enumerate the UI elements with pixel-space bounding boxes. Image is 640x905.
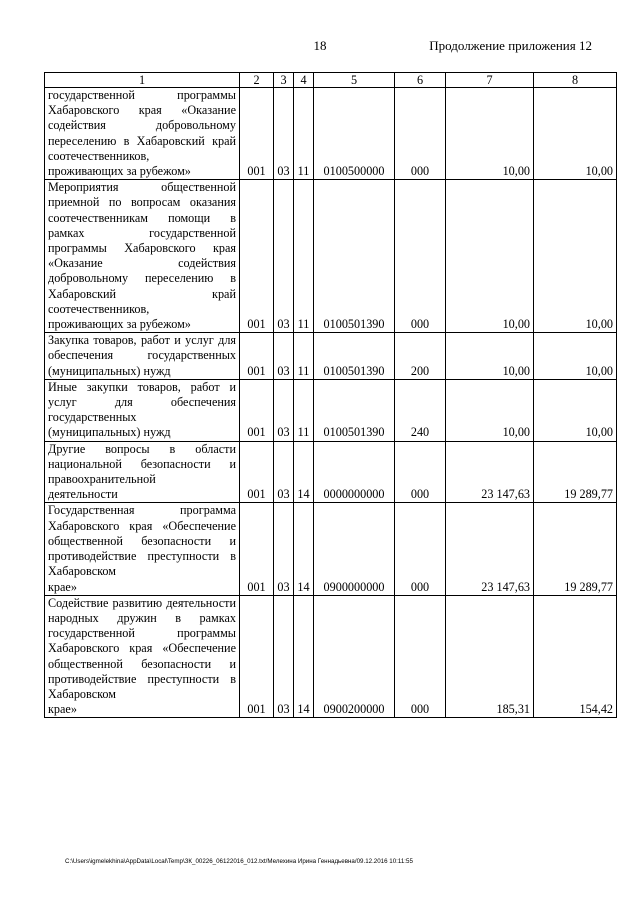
description-line: услуг для обеспечения (48, 333, 237, 363)
page-number: 18 (313, 38, 327, 53)
target-article-code: 0100501390 (314, 379, 395, 441)
column-number-row (45, 73, 617, 88)
subsection-code: 14 (294, 441, 314, 503)
row-description (45, 441, 240, 503)
description-line: противодействие (48, 671, 137, 686)
description-line: Хабаровского края (48, 641, 153, 656)
table-body (45, 73, 617, 718)
description-line: Содействие развитию (48, 595, 163, 610)
column-number: 3 (274, 73, 294, 88)
description-line: деятельности народных (48, 595, 236, 625)
target-article-code: 0100501390 (314, 333, 395, 380)
description-line: «Обеспечение общественной (48, 518, 236, 548)
description-line: проживающих за рубежом» (48, 164, 191, 179)
description-line: помощи в рамках (48, 210, 236, 240)
row-description (45, 180, 240, 333)
description-line: государственной программы (48, 225, 236, 256)
description-line: безопасности и (141, 656, 236, 671)
row-description (45, 379, 240, 441)
description-line: государственных (48, 410, 137, 425)
description-line: содействия добровольному (48, 256, 236, 286)
subsection-code: 14 (294, 503, 314, 595)
description-line: Другие вопросы в области (48, 441, 236, 456)
target-article-code: 0100501390 (314, 180, 395, 333)
description-line: Хабаровского края (48, 518, 153, 533)
section-code: 03 (274, 441, 294, 503)
section-code: 03 (274, 595, 294, 718)
subsection-code: 11 (294, 379, 314, 441)
description-line: переселению в Хабаровский (48, 133, 205, 148)
amount-year-2: 10,00 (534, 88, 617, 180)
column-number: 7 (446, 73, 534, 88)
chapter-code: 001 (240, 595, 274, 718)
subsection-code: 14 (294, 595, 314, 718)
amount-year-1: 23 147,63 (446, 441, 534, 503)
expense-type-code: 200 (395, 333, 446, 380)
description-line: государственной программы (48, 88, 236, 102)
description-line: оказания соотечественникам (48, 195, 236, 225)
amount-year-1: 185,31 (446, 595, 534, 718)
expense-type-code: 240 (395, 379, 446, 441)
column-number: 2 (240, 73, 274, 88)
amount-year-2: 19 289,77 (534, 503, 617, 595)
description-line: (муниципальных) нужд (48, 425, 171, 440)
amount-year-2: 10,00 (534, 379, 617, 441)
description-line: Хабаровского края «Оказание (48, 103, 236, 118)
expense-type-code: 000 (395, 595, 446, 718)
description-line: край соотечественников, (48, 286, 236, 316)
description-line: крае» (48, 702, 77, 717)
chapter-code: 001 (240, 333, 274, 380)
target-article-code: 0900000000 (314, 503, 395, 595)
description-line: приемной по вопросам (48, 195, 181, 210)
expense-type-code: 000 (395, 88, 446, 180)
description-line: край соотечественников, (48, 133, 237, 163)
description-line: (муниципальных) нужд (48, 363, 171, 378)
description-line: Иные закупки товаров, работ (48, 379, 220, 394)
table-row (45, 503, 617, 595)
description-line: крае» (48, 579, 77, 594)
amount-year-1: 10,00 (446, 180, 534, 333)
subsection-code: 11 (294, 88, 314, 180)
footer-file-path: C:\Users\igmelekhina\AppData\Local\Temp\ЗК_00226_06122016_012.txt/Мелехина Ирина Геннадьевна/09.12.2016 10:11:55 (65, 858, 413, 865)
description-line: противодействие (48, 549, 137, 564)
section-code: 03 (274, 379, 294, 441)
chapter-code: 001 (240, 441, 274, 503)
description-line: деятельности (48, 487, 118, 502)
row-description (45, 333, 240, 380)
description-line: Мероприятия общественной (48, 180, 236, 195)
section-code: 03 (274, 333, 294, 380)
column-number: 6 (395, 73, 446, 88)
section-code: 03 (274, 180, 294, 333)
description-line: и услуг для обеспечения (48, 379, 236, 410)
amount-year-1: 23 147,63 (446, 503, 534, 595)
subsection-code: 11 (294, 333, 314, 380)
expense-type-code: 000 (395, 503, 446, 595)
description-line: Закупка товаров, работ и (48, 333, 181, 348)
chapter-code: 001 (240, 180, 274, 333)
target-article-code: 0900200000 (314, 595, 395, 718)
amount-year-1: 10,00 (446, 333, 534, 380)
target-article-code: 0100500000 (314, 88, 395, 180)
continuation-label: Продолжение приложения 12 (429, 38, 592, 53)
amount-year-2: 10,00 (534, 180, 617, 333)
description-line: «Обеспечение общественной (48, 641, 236, 671)
amount-year-2: 154,42 (534, 595, 617, 718)
description-line: переселению в Хабаровский (48, 271, 236, 301)
description-line: государственной программы (48, 626, 236, 641)
amount-year-2: 19 289,77 (534, 441, 617, 503)
description-line: дружин в рамках (117, 610, 237, 625)
description-line: преступности в Хабаровском (48, 549, 237, 579)
table-row (45, 88, 617, 180)
description-line: правоохранительной (48, 472, 156, 487)
expense-type-code: 000 (395, 180, 446, 333)
row-description (45, 88, 240, 180)
description-line: национальной безопасности и (48, 456, 236, 471)
column-number: 1 (45, 73, 240, 88)
table-row (45, 595, 617, 718)
budget-table (44, 72, 617, 718)
table-row (45, 379, 617, 441)
column-number: 8 (534, 73, 617, 88)
description-line: государственных (147, 348, 236, 363)
table-row (45, 441, 617, 503)
description-line: Хабаровского края «Оказание (48, 241, 236, 271)
column-number: 5 (314, 73, 395, 88)
chapter-code: 001 (240, 503, 274, 595)
table-row (45, 180, 617, 333)
chapter-code: 001 (240, 88, 274, 180)
description-line: содействия добровольному (48, 118, 236, 133)
amount-year-2: 10,00 (534, 333, 617, 380)
section-code: 03 (274, 503, 294, 595)
target-article-code: 0000000000 (314, 441, 395, 503)
description-line: Государственная программа (48, 503, 236, 518)
description-line: проживающих за рубежом» (48, 317, 191, 332)
row-description (45, 503, 240, 595)
section-code: 03 (274, 88, 294, 180)
expense-type-code: 000 (395, 441, 446, 503)
row-description (45, 595, 240, 718)
amount-year-1: 10,00 (446, 379, 534, 441)
column-number: 4 (294, 73, 314, 88)
subsection-code: 11 (294, 180, 314, 333)
table-row (45, 333, 617, 380)
chapter-code: 001 (240, 379, 274, 441)
description-line: преступности в Хабаровском (48, 671, 237, 701)
amount-year-1: 10,00 (446, 88, 534, 180)
description-line: безопасности и (141, 533, 236, 548)
